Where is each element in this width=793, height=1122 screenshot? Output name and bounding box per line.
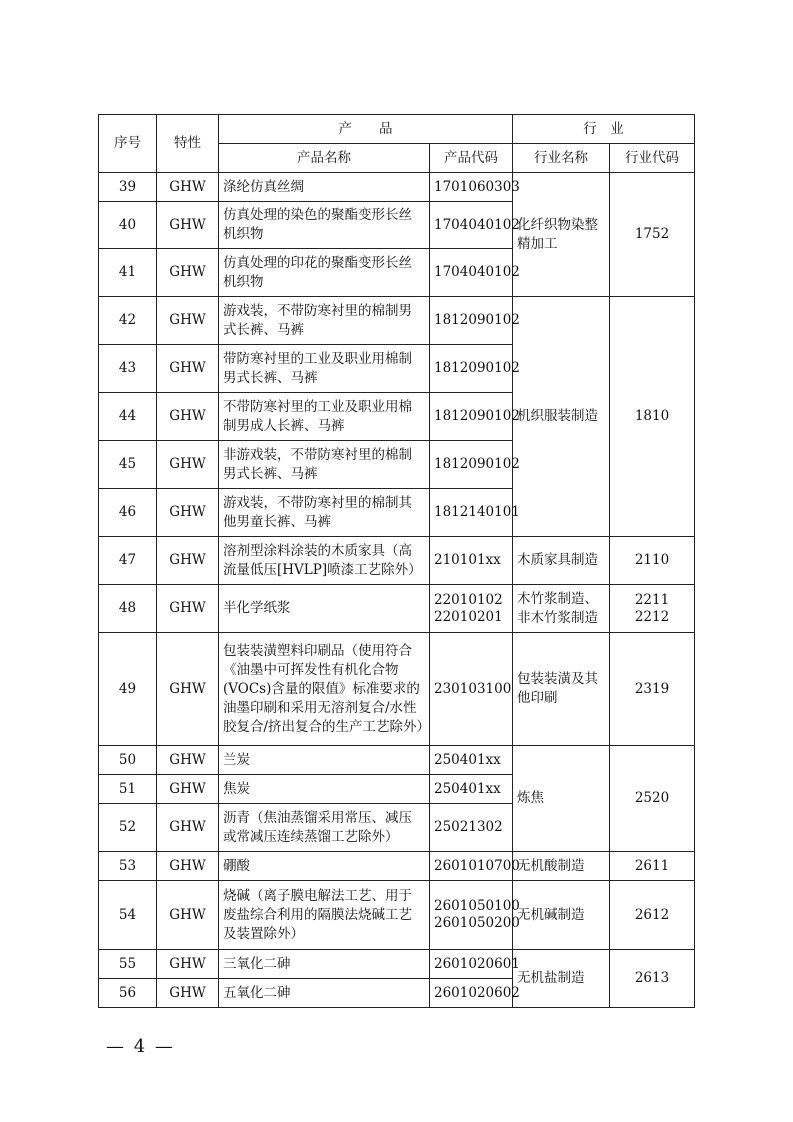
row-product-code: 1704040102 [430,249,513,297]
product-code-line: 22010102 [434,591,503,608]
page-number: — 4 — [106,1036,175,1057]
row-attr: GHW [157,202,219,249]
row-product-code: 1812090102 [430,297,513,345]
row-product-code: 1812140101 [430,489,513,537]
industry-name: 包装装潢及其他印刷 [513,633,610,746]
row-attr: GHW [157,852,219,881]
industry-name: 炼焦 [513,746,610,852]
row-seq: 44 [99,393,157,441]
row-attr: GHW [157,393,219,441]
industry-name: 木质家具制造 [513,537,610,585]
row-seq: 45 [99,441,157,489]
row-attr: GHW [157,979,219,1008]
row-product-name: 硼酸 [219,852,430,881]
industry-name: 无机盐制造 [513,950,610,1008]
industry-code-line: 2212 [634,608,670,625]
row-product-name: 仿真处理的染色的聚酯变形长丝机织物 [219,202,430,249]
row-product-code [430,881,520,950]
header-row-1 [99,115,695,144]
row-product-name: 半化学纸浆 [219,585,430,633]
industry-code: 2612 [610,881,695,950]
row-seq: 55 [99,950,157,979]
row-seq: 56 [99,979,157,1008]
row-product-code: 25021302 [430,804,513,852]
row-seq: 43 [99,345,157,393]
row-attr: GHW [157,746,219,775]
industry-name: 机织服装制造 [513,297,610,537]
row-seq: 54 [99,881,157,950]
industry-name: 无机酸制造 [513,852,610,881]
row-product-code: 250401xx [430,746,513,775]
row-product-name: 涤纶仿真丝绸 [219,173,430,202]
row-product-code: 1812090102 [430,441,513,489]
row-seq: 52 [99,804,157,852]
row-product-code: 2601010700 [430,852,513,881]
row-product-name: 溶剂型涂料涂装的木质家具（高流量低压[HVLP]喷漆工艺除外） [219,537,430,585]
table-row [99,852,695,881]
industry-code: 2520 [610,746,695,852]
row-attr: GHW [157,633,219,746]
row-product-code: 250401xx [430,775,513,804]
row-attr: GHW [157,585,219,633]
industry-code: 2611 [610,852,695,881]
row-seq: 39 [99,173,157,202]
row-product-code: 2601020602 [430,979,513,1008]
industry-code [610,585,695,633]
table-row [99,746,695,775]
row-product-name: 带防寒衬里的工业及职业用棉制男式长裤、马裤 [219,345,430,393]
row-attr: GHW [157,881,219,950]
row-seq: 47 [99,537,157,585]
row-product-code: 230103100 [430,633,513,746]
header-product: 产 品 [219,115,513,144]
row-attr: GHW [157,950,219,979]
table-row [99,537,695,585]
row-product-name: 不带防寒衬里的工业及职业用棉制男成人长裤、马裤 [219,393,430,441]
industry-code: 1752 [610,173,695,297]
table-row [99,950,695,979]
row-seq: 48 [99,585,157,633]
row-attr: GHW [157,775,219,804]
row-attr: GHW [157,345,219,393]
row-attr: GHW [157,297,219,345]
header-attr: 特性 [157,115,219,173]
row-product-code [430,585,513,633]
header-seq: 序号 [99,115,157,173]
row-product-name: 仿真处理的印花的聚酯变形长丝机织物 [219,249,430,297]
row-attr: GHW [157,804,219,852]
row-seq: 50 [99,746,157,775]
row-attr: GHW [157,249,219,297]
row-product-name: 五氧化二砷 [219,979,430,1008]
row-attr: GHW [157,173,219,202]
header-industry-code: 行业代码 [610,144,695,173]
row-seq: 40 [99,202,157,249]
row-product-code: 2601020601 [430,950,513,979]
row-attr: GHW [157,489,219,537]
row-product-name: 兰炭 [219,746,430,775]
row-seq: 51 [99,775,157,804]
industry-code: 2319 [610,633,695,746]
row-seq: 46 [99,489,157,537]
table-row [99,297,695,345]
row-product-name: 烧碱（离子膜电解法工艺、用于废盐综合利用的隔膜法烧碱工艺及装置除外） [219,881,430,950]
header-product-name: 产品名称 [219,144,430,173]
industry-code: 2110 [610,537,695,585]
row-product-code: 210101xx [430,537,513,585]
row-product-name: 焦炭 [219,775,430,804]
table-row [99,633,695,746]
header-industry-name: 行业名称 [513,144,610,173]
row-product-name: 非游戏装，不带防寒衬里的棉制男式长裤、马裤 [219,441,430,489]
row-product-code: 1704040102 [430,202,513,249]
row-attr: GHW [157,537,219,585]
row-product-name: 三氧化二砷 [219,950,430,979]
row-seq: 42 [99,297,157,345]
row-seq: 41 [99,249,157,297]
row-product-code: 1701060303 [430,173,513,202]
row-product-name: 游戏装，不带防寒衬里的棉制男式长裤、马裤 [219,297,430,345]
industry-name: 木竹浆制造、非木竹浆制造 [513,585,610,633]
header-industry: 行 业 [513,115,695,144]
row-seq: 53 [99,852,157,881]
industry-name: 化纤织物染整精加工 [513,173,610,297]
industry-code-line: 2211 [634,591,670,608]
row-attr: GHW [157,441,219,489]
row-product-code: 1812090102 [430,393,513,441]
row-product-name: 包装装潢塑料印刷品（使用符合《油墨中可挥发性有机化合物(VOCs)含量的限值》标准要求的油墨印刷和采用无溶剂复合/水性胶复合/挤出复合的生产工艺除外） [219,633,430,746]
product-code-line: 2601050200 [434,915,520,931]
product-industry-table [98,114,695,1008]
industry-code: 1810 [610,297,695,537]
industry-name: 无机碱制造 [513,881,610,950]
table-row [99,585,695,633]
product-code-line: 2601050100 [434,898,520,914]
row-seq: 49 [99,633,157,746]
row-product-code: 1812090102 [430,345,513,393]
header-product-code: 产品代码 [430,144,513,173]
row-product-name: 沥青（焦油蒸馏采用常压、减压或常减压连续蒸馏工艺除外） [219,804,430,852]
table-row [99,173,695,202]
row-product-name: 游戏装，不带防寒衬里的棉制其他男童长裤、马裤 [219,489,430,537]
industry-code: 2613 [610,950,695,1008]
product-code-line: 22010201 [434,608,503,625]
table-row [99,881,695,950]
